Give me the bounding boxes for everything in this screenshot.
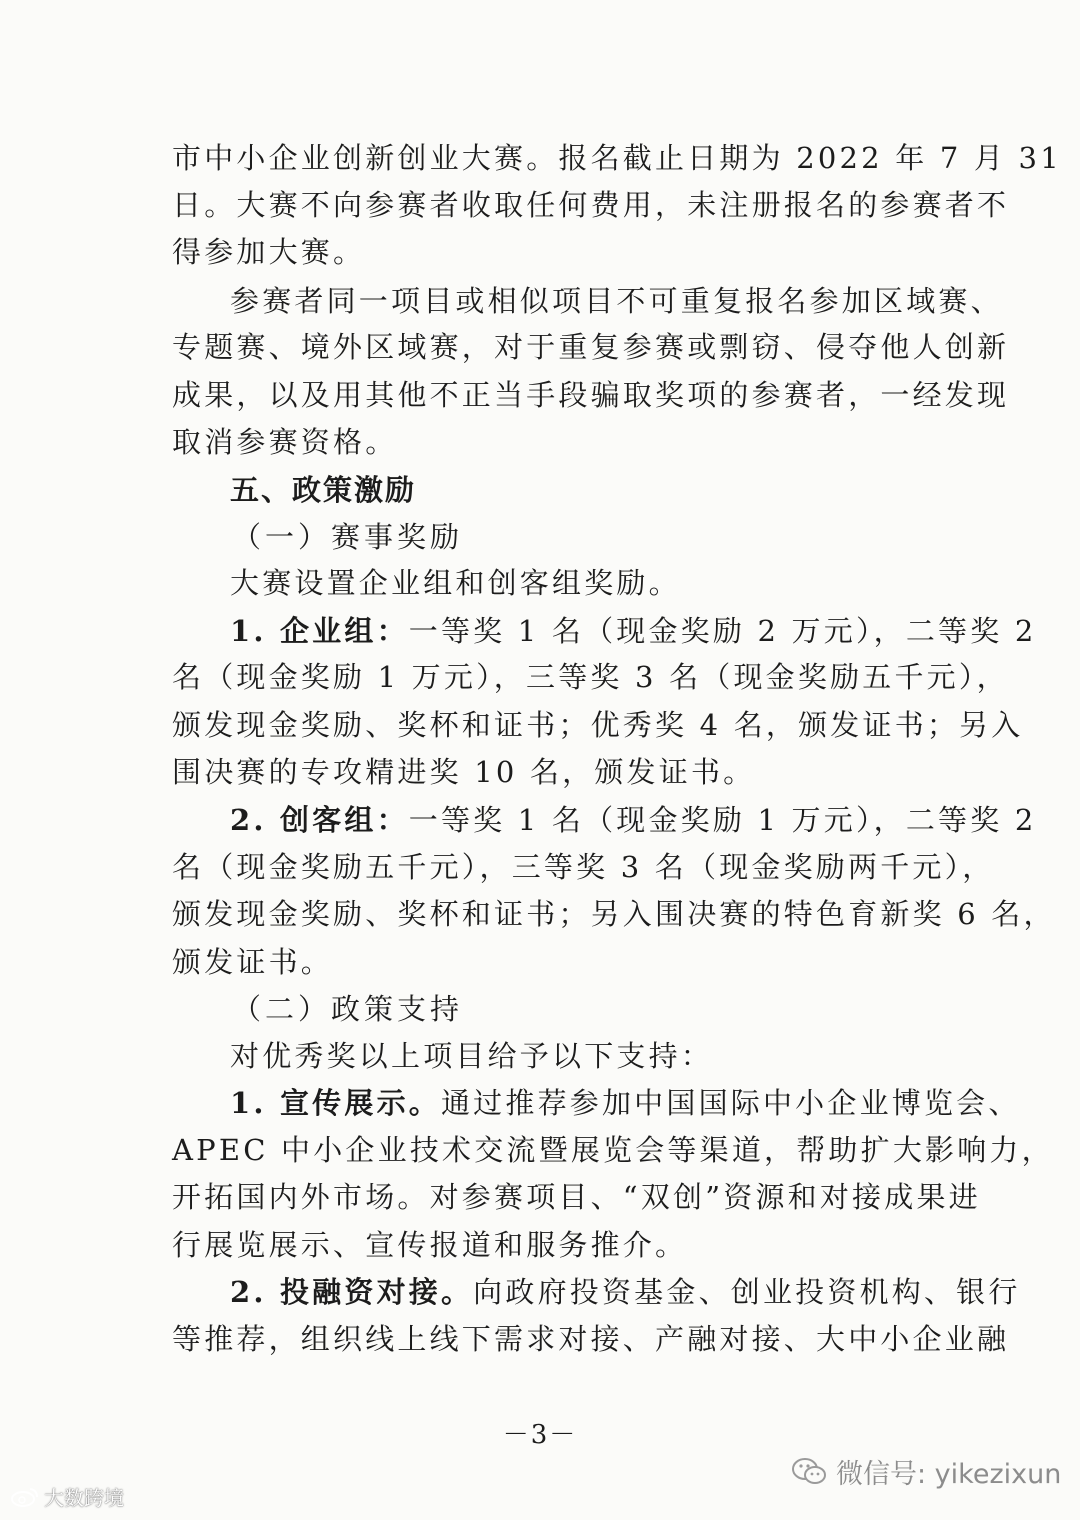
paragraph-line: 市中小企业创新创业大赛。报名截止日期为 2022 年 7 月 31 [172,141,1062,175]
award-group-label: 2. 创客组： [230,803,409,837]
paragraph-line: 专题赛、境外区域赛，对于重复参赛或剽窃、侵夺他人创新 [172,330,1010,364]
award-line [230,611,1037,651]
paragraph-line: 成果，以及用其他不正当手段骗取奖项的参赛者，一经发现 [172,378,1010,412]
subsection-heading: （二）政策支持 [232,992,464,1026]
watermark-left-text: 大数跨境 [44,1486,124,1510]
support-item-label: 2. 投融资对接。 [230,1275,474,1309]
paragraph-line: 颁发证书。 [172,945,334,979]
watermark-right-text: 微信号: yikezixun [836,1459,1062,1490]
page-number: －3－ [502,1420,578,1450]
paragraph-line: 参赛者同一项目或相似项目不可重复报名参加区域赛、 [230,284,1003,318]
paragraph-line: 取消参赛资格。 [172,425,398,459]
support-item-label: 1. 宣传展示。 [230,1086,441,1120]
paragraph-line: 日。大赛不向参赛者收取任何费用，未注册报名的参赛者不 [172,188,1010,222]
paragraph-line: 开拓国内外市场。对参赛项目、“双创”资源和对接成果进 [172,1180,981,1214]
support-text: 向政府投资基金、创业投资机构、银行 [473,1275,1021,1309]
paragraph-line: 围决赛的专攻精进奖 10 名，颁发证书。 [172,755,756,789]
watermark-right [790,1452,1061,1491]
paragraph-line: 颁发现金奖励、奖杯和证书；另入围决赛的特色育新奖 6 名， [172,897,1056,931]
paragraph-line: 名（现金奖励 1 万元），三等奖 3 名（现金奖励五千元）， [172,660,1009,694]
support-line [230,1272,1021,1312]
paragraph-line: APEC 中小企业技术交流暨展览会等渠道，帮助扩大影响力， [172,1133,1054,1167]
section-heading: 五、政策激励 [230,473,417,507]
support-text: 通过推荐参加中国国际中小企业博览会、 [440,1086,1021,1120]
paragraph-line: 等推荐，组织线上线下需求对接、产融对接、大中小企业融 [172,1322,1010,1356]
award-line [230,800,1037,840]
award-text: 一等奖 1 名（现金奖励 1 万元），二等奖 2 [408,803,1037,837]
paragraph-line: 颁发现金奖励、奖杯和证书；优秀奖 4 名，颁发证书；另入 [172,708,1024,742]
wechat-icon [790,1456,828,1488]
paragraph-line: 得参加大赛。 [172,235,366,269]
paragraph-line: 名（现金奖励五千元），三等奖 3 名（现金奖励两千元）， [172,850,995,884]
award-text: 一等奖 1 名（现金奖励 2 万元），二等奖 2 [408,614,1037,648]
award-group-label: 1. 企业组： [230,614,409,648]
paragraph-line: 对优秀奖以上项目给予以下支持： [230,1039,714,1073]
support-line [230,1083,1021,1123]
watermark-left [10,1482,124,1511]
paragraph-line: 大赛设置企业组和创客组奖励。 [230,566,681,600]
weibo-icon [10,1486,40,1508]
paragraph-line: 行展览展示、宣传报道和服务推介。 [172,1228,688,1262]
subsection-heading: （一）赛事奖励 [232,520,464,554]
